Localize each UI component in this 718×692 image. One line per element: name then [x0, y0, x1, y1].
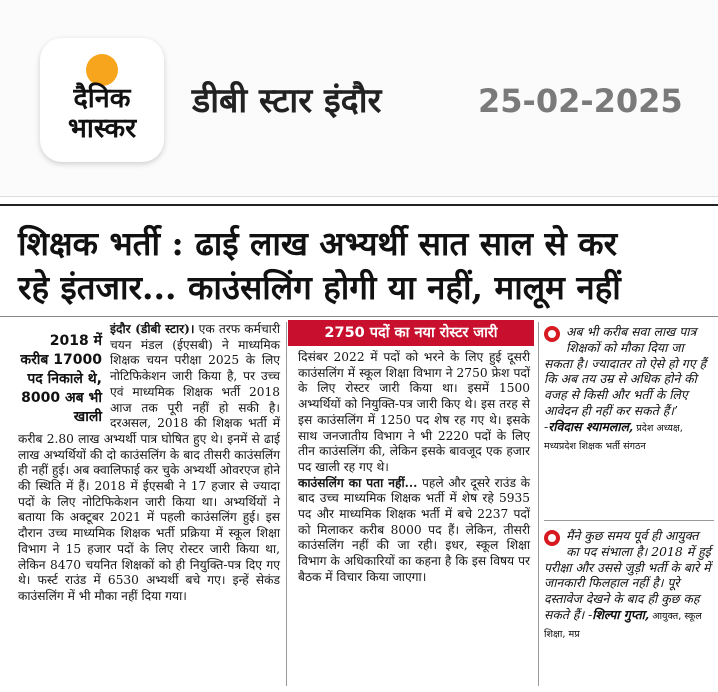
quote-block-2 — [544, 528, 714, 643]
quote-author: शिल्पा गुप्ता, — [592, 606, 650, 622]
pull-quote: 2018 में करीब 17000 पद निकाले थे, 8000 अब भी खाली — [20, 333, 102, 425]
sun-icon — [86, 54, 118, 86]
article-column-1 — [18, 322, 280, 605]
quote-author-role: प्रदेश अध्यक्ष, मध्यप्रदेश शिक्षक भर्ती संगठन — [544, 422, 683, 452]
headline-line2: रहे इंतजार... काउंसलिंग होगी या नहीं, मालूम नहीं — [18, 268, 621, 307]
quote-icon — [544, 530, 560, 546]
quote-author-role: आयुक्त, स्कूल शिक्षा, मप्र — [544, 610, 702, 640]
article-paragraph: पहले और दूसरे राउंड के बाद उच्च माध्यमिक शिक्षक भर्ती में शेष रहे 5935 पद और माध्यमिक शिक्षक भर्ती में बचे 2237 पदों को मिलाकर करीब 8000 पद हैं। लेकिन, तीसरी काउंसलिंग नहीं की जा रही। इधर, स्कूल शिक्षा विभाग के अधिकारियों का कहना है कि इस विषय पर बैठक में विचार किया जाएगा। — [298, 475, 530, 584]
quote-text: मैंने कुछ समय पूर्व ही आयुक्त का पद संभाला है। 2018 में हुई परीक्षा और उससे जुड़ी भर्ती के बारे में जानकारी फिलहाल नहीं है। पूरे दस्तावेज देखने के बाद ही कुछ कह सकते हैं। - — [544, 528, 711, 622]
dateline: इंदौर (डीबी स्टार)। — [110, 322, 195, 336]
quote-block-1 — [544, 324, 714, 454]
logo-text-line2: भास्कर — [67, 113, 137, 144]
dainik-bhaskar-logo — [40, 38, 164, 162]
article-paragraph: दिसंबर 2022 में पदों को भरने के लिए हुई दूसरी काउंसलिंग में स्कूल शिक्षा विभाग ने 2750 फ्रेश पदों के लिए रोस्टर जारी किया था। इसमें 1500 अभ्यर्थियों को नियुक्ति-पत्र जारी किए थे। इस तरह से इस काउंसलिंग में 1250 पद शेष रह गए थे। इसके साथ जनजातीय विभाग ने भी 2220 पदों के लिए तीन काउंसलिंग की, लेकिन इसके बावजूद एक हजार पद खाली रह गए थे। — [298, 350, 530, 474]
quote-text: अब भी करीब सवा लाख पात्र शिक्षकों को मौका दिया जा सकता है। ज्यादातर तो ऐसे हो गए हैं कि अब तय उम्र से अधिक होने की वजह से किसी और भर्ती के लिए आवेदन ही नहीं कर सकते हैं।’ - — [544, 324, 707, 434]
quote-icon — [544, 326, 560, 342]
section-box-title: 2750 पदों का नया रोस्टर जारी — [288, 320, 534, 346]
headline-top-rule — [0, 204, 718, 206]
quote-author: रविदास श्यामलाल, — [548, 418, 634, 434]
article-paragraph: एक तरफ कर्मचारी चयन मंडल (ईएसबी) ने माध्यमिक शिक्षक चयन परीक्षा 2025 के लिए नोटिफिकेशन जारी किया है, पर उच्च एवं माध्यमिक शिक्षक भर्ती 2018 आज तक पूरी नहीं हो सकी है। दरअसल, 2018 की शिक्षक भर्ती में करीब 2.80 लाख अभ्यर्थी पात्र घोषित हुए थे। इनमें से ढाई लाख अभ्यर्थियों की दो काउंसलिंग के बाद तीसरी काउंसलिंग ही नहीं हुई। अब क्वालिफाई कर चुके अभ्यर्थी ओवरएज होने की स्थिति में हैं। 2018 में ईएसबी ने 17 हजार से ज्यादा पदों के लिए नोटिफिकेशन जारी किया था। अभ्यर्थियों ने बताया कि अक्टूबर 2021 में पहली काउंसलिंग हुई। इस दौरान उच्च माध्यमिक शिक्षक भर्ती प्रक्रिया में स्कूल शिक्षा विभाग ने 15 हजार पदों के लिए रोस्टर जारी किया था, लेकिन 8470 चयनित शिक्षकों को ही नियुक्ति-पत्र दिए गए थे। फर्स्ट राउंड में 6530 अभ्यर्थी बचे गए। इन्हें सेकंड काउंसलिंग में भी मौका नहीं दिया गया। — [18, 322, 280, 603]
column-divider — [286, 322, 287, 686]
edition-date: 25-02-2025 — [478, 82, 683, 120]
sub-heading: काउंसलिंग का पता नहीं... — [298, 475, 418, 490]
headline-line1: शिक्षक भर्ती : ढाई लाख अभ्यर्थी सात साल से कर — [18, 224, 618, 263]
headline-bottom-rule — [0, 316, 718, 317]
logo-text-line1: दैनिक — [73, 83, 131, 114]
clipping-header — [0, 0, 718, 197]
quote-divider — [544, 520, 714, 521]
article-column-2 — [298, 350, 530, 586]
edition-name: डीबी स्टार इंदौर — [192, 81, 382, 121]
column-divider — [538, 322, 539, 686]
